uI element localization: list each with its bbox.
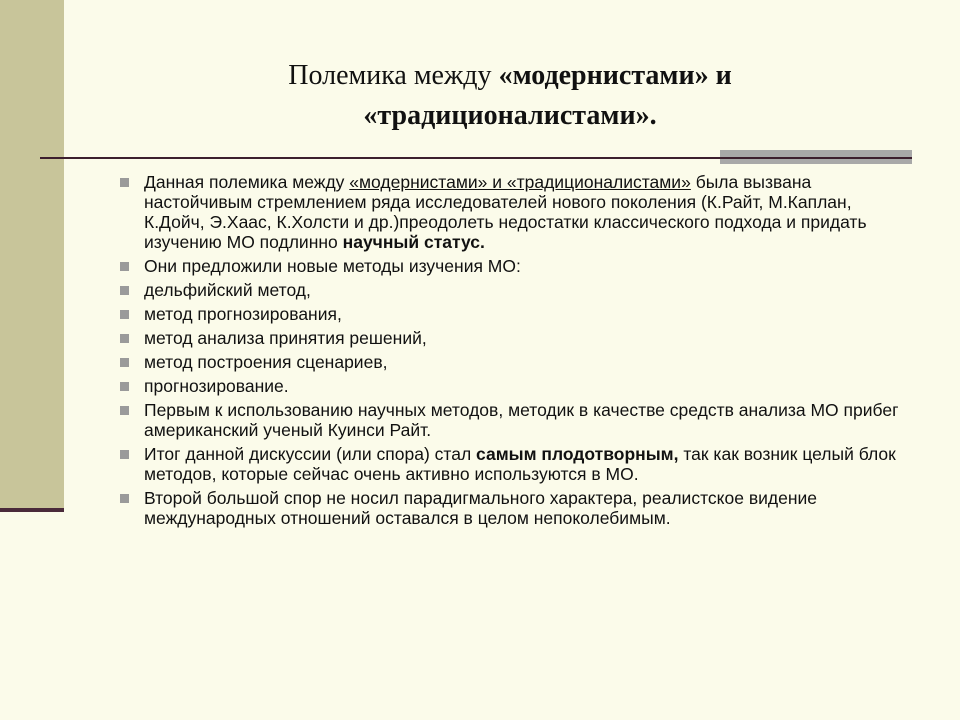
- bullet-text: метод анализа принятия решений,: [144, 328, 427, 348]
- square-bullet-icon: [120, 286, 129, 295]
- list-item: [120, 352, 910, 372]
- list-item: [120, 376, 910, 396]
- left-decorative-band: [0, 0, 64, 512]
- bullet-text: так как возник целый блок методов, которые сейчас очень активно используются в МО.: [144, 444, 896, 484]
- bullet-text: метод прогнозирования,: [144, 304, 342, 324]
- square-bullet-icon: [120, 382, 129, 391]
- list-item: [120, 280, 910, 300]
- list-item: [120, 400, 910, 440]
- list-item: [120, 488, 910, 528]
- bullet-text: Второй большой спор не носил парадигмального характера, реалистское видение международных отношений оставался в целом непоколебимым.: [144, 488, 818, 528]
- square-bullet-icon: [120, 358, 129, 367]
- bullet-bold-text: самым плодотворным,: [476, 444, 679, 464]
- list-item: [120, 444, 910, 484]
- bullet-bold-text: научный статус.: [342, 232, 485, 252]
- bullet-list: [120, 172, 910, 532]
- square-bullet-icon: [120, 494, 129, 503]
- bullet-underlined-text: «модернистами» и «традиционалистами»: [349, 172, 691, 192]
- title-divider-accent: [720, 157, 912, 159]
- bullet-text: Первым к использованию научных методов, методик в качестве средств анализа МО прибег американский ученый Куинси Райт.: [144, 400, 899, 440]
- list-item: [120, 256, 910, 276]
- square-bullet-icon: [120, 406, 129, 415]
- slide-title: [160, 56, 860, 136]
- bullet-text: Они предложили новые методы изучения МО:: [144, 256, 521, 276]
- square-bullet-icon: [120, 310, 129, 319]
- list-item: [120, 172, 910, 252]
- bullet-text: Данная полемика между: [144, 172, 350, 192]
- title-plain: Полемика между: [288, 60, 499, 91]
- square-bullet-icon: [120, 178, 129, 187]
- title-bold-1: «модернистами» и: [498, 60, 732, 91]
- square-bullet-icon: [120, 334, 129, 343]
- square-bullet-icon: [120, 450, 129, 459]
- bullet-text: была вызвана настойчивым стремлением ряда исследователей нового поколения (К.Райт, М.Каплан, К.Дойч, Э.Хаас, К.Холсти и др.)преодолеть недостатки классического подхода и придать изучению МО подлинно: [144, 172, 867, 252]
- left-band-edge: [0, 508, 64, 512]
- title-bold-2: «традиционалистами».: [363, 100, 657, 131]
- square-bullet-icon: [120, 262, 129, 271]
- bullet-text: дельфийский метод,: [144, 280, 311, 300]
- bullet-text: Итог данной дискуссии (или спора) стал: [144, 444, 477, 464]
- list-item: [120, 328, 910, 348]
- list-item: [120, 304, 910, 324]
- bullet-text: прогнозирование.: [144, 376, 289, 396]
- bullet-text: метод построения сценариев,: [144, 352, 388, 372]
